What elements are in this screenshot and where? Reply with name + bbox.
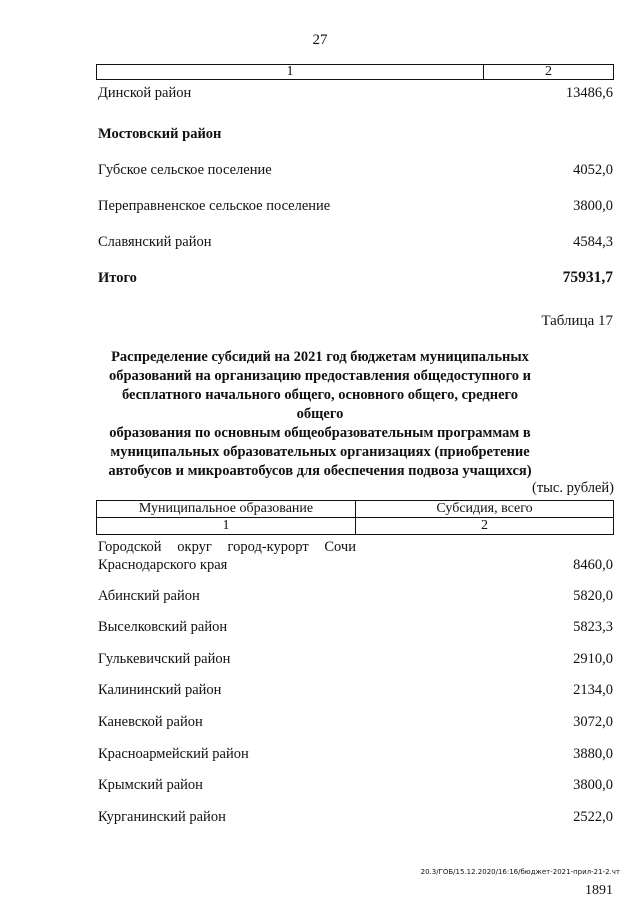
bottom-table-header (96, 500, 614, 535)
top-header-col1: 1 (97, 65, 484, 80)
sheet-number: 1891 (585, 883, 613, 898)
row-name-line1: Городской округ город-курорт Сочи (98, 539, 356, 555)
row-value: 2522,0 (573, 809, 613, 825)
table-label: Таблица 17 (541, 313, 613, 329)
title-line: Распределение субсидий на 2021 год бюджетам муниципальных (111, 349, 529, 365)
row-value: 4052,0 (573, 162, 613, 178)
row-name: Переправненское сельское поселение (98, 198, 331, 214)
header-subsidy: Субсидия, всего (356, 501, 614, 518)
footer-stamp: 20.3/ГОБ/15.12.2020/16:16/бюджет-2021-прил-21-2.чт (420, 868, 620, 876)
row-name: Крымский район (98, 777, 203, 793)
row-name: Гулькевичский район (98, 651, 231, 667)
page-number: 27 (312, 32, 328, 48)
row-value: 3800,0 (573, 198, 613, 214)
row-value: 75931,7 (562, 269, 613, 286)
table-row (98, 538, 613, 574)
header-num2: 2 (356, 518, 614, 535)
row-name: Красноармейский район (98, 746, 249, 762)
row-name: Калининский район (98, 682, 222, 698)
row-value: 5820,0 (573, 588, 613, 604)
top-table-header (96, 64, 614, 80)
row-value: 3072,0 (573, 714, 613, 730)
row-name-line2: Краснодарского края (98, 557, 228, 573)
row-name: Губское сельское поселение (98, 162, 272, 178)
row-value: 3800,0 (573, 777, 613, 793)
title-line: образования по основным общеобразовательным программам в (109, 425, 531, 441)
row-value: 2134,0 (573, 682, 613, 698)
row-name: Динской район (98, 85, 192, 101)
top-header-col2: 2 (484, 65, 614, 80)
title-line: муниципальных образовательных организациях (приобретение (110, 444, 530, 460)
row-value: 5823,3 (573, 619, 613, 635)
row-name: Выселковский район (98, 619, 228, 635)
header-num1: 1 (97, 518, 356, 535)
table-title (100, 348, 540, 481)
row-value: 13486,6 (565, 85, 613, 101)
row-name: Курганинский район (98, 809, 226, 825)
row-name: Каневской район (98, 714, 203, 730)
row-value: 8460,0 (573, 557, 613, 573)
row-value: 4584,3 (573, 234, 613, 250)
row-name: Итого (98, 270, 137, 286)
row-name: Мостовский район (98, 126, 222, 142)
row-name (98, 538, 356, 574)
units-label: (тыс. рублей) (532, 480, 614, 496)
row-name: Славянский район (98, 234, 212, 250)
row-value: 2910,0 (573, 651, 613, 667)
row-name: Абинский район (98, 588, 200, 604)
title-line: образований на организацию предоставления общедоступного и (108, 368, 531, 384)
row-value: 3880,0 (573, 746, 613, 762)
title-line: автобусов и микроавтобусов для обеспечения подвоза учащихся) (108, 463, 532, 479)
title-line: бесплатного начального общего, основного общего, среднего общего (122, 387, 518, 422)
header-municipality: Муниципальное образование (97, 501, 356, 518)
